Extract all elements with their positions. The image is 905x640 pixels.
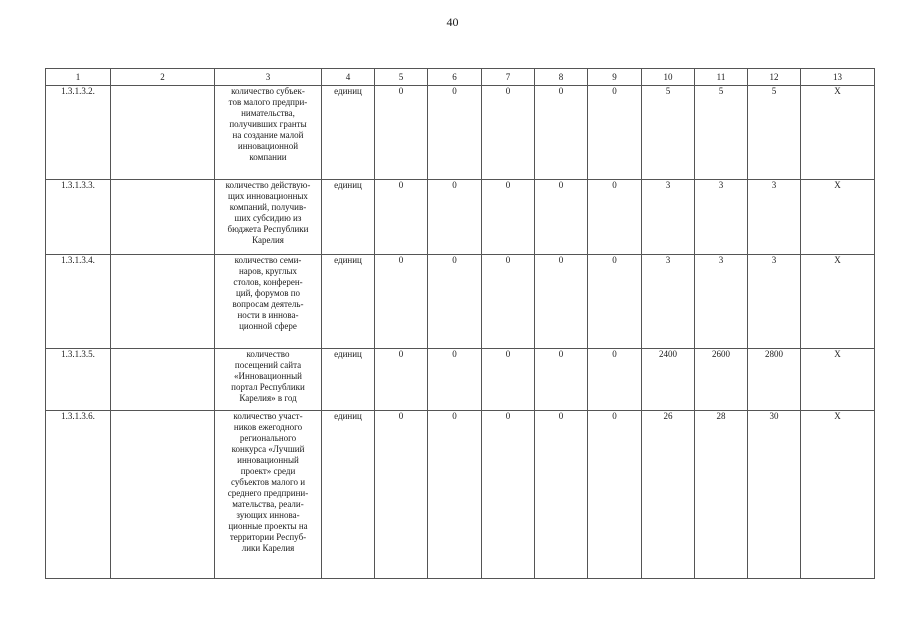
row-value: 0 — [428, 349, 482, 411]
description-line: количество участ- — [233, 411, 303, 421]
indicators-table — [45, 68, 875, 579]
column-header: 9 — [588, 69, 642, 86]
row-description — [215, 180, 322, 255]
row-unit: единиц — [322, 349, 375, 411]
description-line: территории Респуб- — [229, 532, 307, 542]
description-line: портал Республики — [231, 382, 305, 392]
description-line: ций, форумов по — [235, 288, 301, 298]
row-value: 0 — [535, 86, 588, 180]
row-unit: единиц — [322, 255, 375, 349]
page-number: 40 — [446, 15, 459, 29]
description-line: ших субсидию из — [234, 213, 302, 223]
row-code: 1.3.1.3.6. — [46, 411, 111, 579]
row-unit: единиц — [322, 411, 375, 579]
description-line: количество действую- — [225, 180, 311, 190]
row-value: 0 — [482, 255, 535, 349]
row-value: 0 — [535, 180, 588, 255]
row-value: 0 — [428, 411, 482, 579]
table-row — [46, 349, 875, 411]
empty-cell — [111, 86, 215, 180]
description-line: конкурса «Лучший — [231, 444, 305, 454]
column-header: 7 — [482, 69, 535, 86]
description-line: количество субъек- — [231, 86, 305, 96]
row-value: 0 — [428, 86, 482, 180]
row-value: 3 — [748, 255, 801, 349]
description-line: тов малого предпри- — [228, 97, 308, 107]
row-value: 0 — [588, 411, 642, 579]
row-value: 28 — [695, 411, 748, 579]
row-value: 30 — [748, 411, 801, 579]
description-line: Карелия» в год — [239, 393, 297, 403]
description-line: ности в иннова- — [237, 310, 299, 320]
description-line: регионального — [239, 433, 297, 443]
row-value: 5 — [748, 86, 801, 180]
row-value: 0 — [588, 180, 642, 255]
row-value: 0 — [482, 180, 535, 255]
description-line: инновационный — [237, 455, 299, 465]
description-line: ционные проекты на — [228, 521, 308, 531]
row-value: Х — [801, 255, 875, 349]
row-value: 0 — [588, 349, 642, 411]
column-header: 2 — [111, 69, 215, 86]
description-line: количество — [246, 349, 290, 359]
row-value: 3 — [695, 255, 748, 349]
empty-cell — [111, 180, 215, 255]
row-value: 0 — [588, 86, 642, 180]
row-value: 26 — [642, 411, 695, 579]
description-line: наров, круглых — [238, 266, 298, 276]
column-header: 13 — [801, 69, 875, 86]
column-header: 5 — [375, 69, 428, 86]
column-header: 4 — [322, 69, 375, 86]
row-description — [215, 411, 322, 579]
description-line: ников ежегодного — [233, 422, 303, 432]
description-line: мательства, реали- — [232, 499, 304, 509]
row-unit: единиц — [322, 86, 375, 180]
row-value: 0 — [375, 411, 428, 579]
row-code: 1.3.1.3.5. — [46, 349, 111, 411]
description-line: субъектов малого и — [230, 477, 306, 487]
description-line: столов, конферен- — [233, 277, 303, 287]
description-line: зующих иннова- — [236, 510, 300, 520]
row-value: 5 — [642, 86, 695, 180]
row-value: 0 — [535, 255, 588, 349]
row-value: 2800 — [748, 349, 801, 411]
row-value: Х — [801, 349, 875, 411]
description-line: среднего предприни- — [227, 488, 309, 498]
header-row — [46, 69, 875, 86]
column-header: 12 — [748, 69, 801, 86]
row-value: 2400 — [642, 349, 695, 411]
column-header: 6 — [428, 69, 482, 86]
row-unit: единиц — [322, 180, 375, 255]
description-line: получивших гранты — [229, 119, 307, 129]
row-code: 1.3.1.3.4. — [46, 255, 111, 349]
row-description — [215, 255, 322, 349]
table-row — [46, 255, 875, 349]
row-value: 0 — [428, 255, 482, 349]
row-value: 3 — [695, 180, 748, 255]
description-line: ционной сфере — [239, 321, 297, 331]
description-line: Карелия — [252, 235, 284, 245]
row-value: 0 — [535, 411, 588, 579]
row-value: 0 — [375, 180, 428, 255]
description-line: инновационной — [237, 141, 299, 151]
row-code: 1.3.1.3.2. — [46, 86, 111, 180]
description-line: компании — [249, 152, 287, 162]
row-value: 3 — [642, 255, 695, 349]
row-value: 0 — [482, 411, 535, 579]
row-value: Х — [801, 180, 875, 255]
row-value: 5 — [695, 86, 748, 180]
empty-cell — [111, 411, 215, 579]
table-row — [46, 180, 875, 255]
row-value: 0 — [375, 86, 428, 180]
row-value: 0 — [482, 349, 535, 411]
description-line: посещений сайта — [234, 360, 302, 370]
row-value: 0 — [588, 255, 642, 349]
empty-cell — [111, 349, 215, 411]
row-value: 0 — [375, 255, 428, 349]
description-line: вопросам деятель- — [232, 299, 304, 309]
description-line: нимательства, — [241, 108, 295, 118]
table-row — [46, 86, 875, 180]
description-line: на создание малой — [232, 130, 304, 140]
description-line: бюджета Республики — [227, 224, 309, 234]
description-line: проект» среди — [240, 466, 296, 476]
column-header: 11 — [695, 69, 748, 86]
row-value: 0 — [375, 349, 428, 411]
row-value: 3 — [642, 180, 695, 255]
column-header: 3 — [215, 69, 322, 86]
column-header: 8 — [535, 69, 588, 86]
row-description — [215, 349, 322, 411]
row-value: 0 — [535, 349, 588, 411]
column-header: 1 — [46, 69, 111, 86]
description-line: щих инновационных — [228, 191, 308, 201]
row-value: 0 — [428, 180, 482, 255]
row-description — [215, 86, 322, 180]
description-line: компаний, получив- — [229, 202, 307, 212]
row-value: Х — [801, 86, 875, 180]
table-row — [46, 411, 875, 579]
row-value: 0 — [482, 86, 535, 180]
description-line: «Инновационный — [234, 371, 302, 381]
row-value: Х — [801, 411, 875, 579]
empty-cell — [111, 255, 215, 349]
row-code: 1.3.1.3.3. — [46, 180, 111, 255]
description-line: лики Карелия — [241, 543, 295, 553]
column-header: 10 — [642, 69, 695, 86]
description-line: количество семи- — [234, 255, 302, 265]
row-value: 3 — [748, 180, 801, 255]
row-value: 2600 — [695, 349, 748, 411]
